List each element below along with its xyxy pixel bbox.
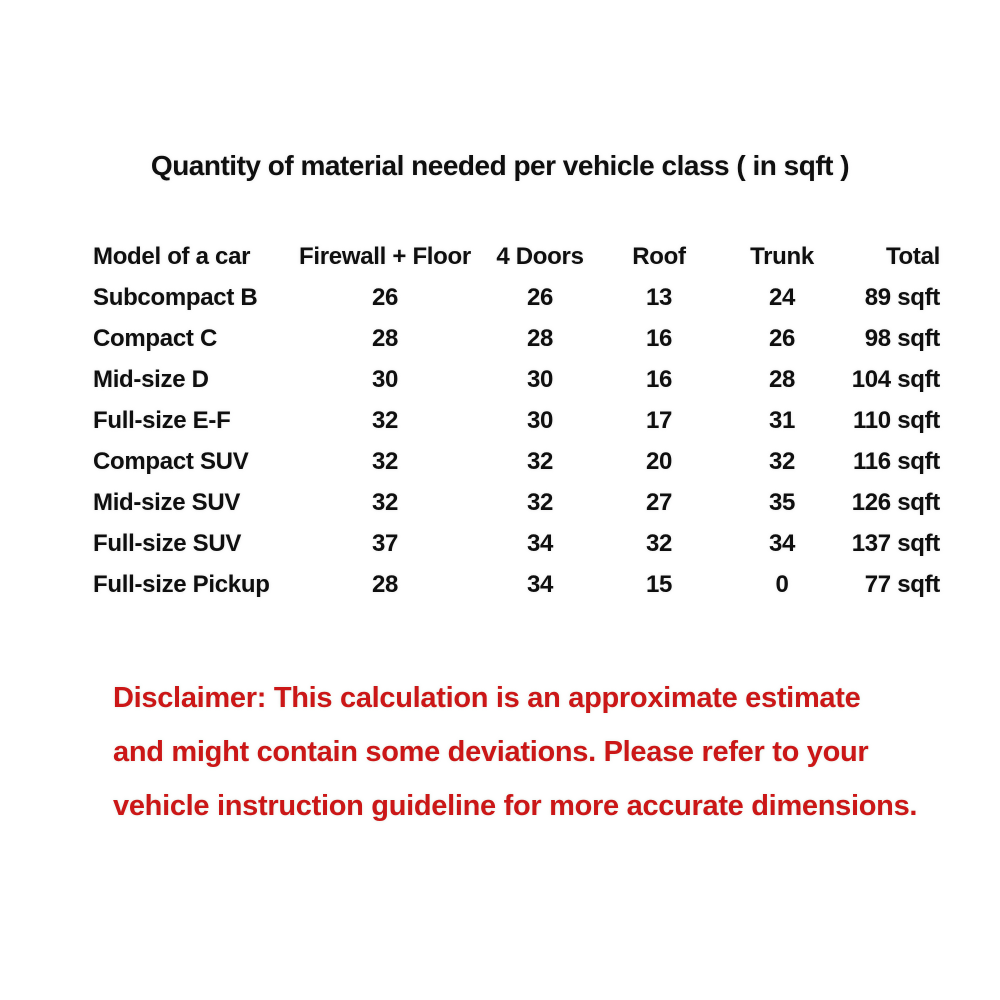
cell-4-doors: 34 (526, 570, 554, 598)
cell-roof: 13 (645, 283, 673, 311)
cell-firewall-floor: 32 (371, 406, 399, 434)
cell-trunk: 26 (768, 324, 796, 352)
cell-roof: 17 (645, 406, 673, 434)
cell-firewall-floor: 30 (371, 365, 399, 393)
table-row (93, 400, 940, 441)
column-header-firewall-floor: Firewall + Floor (299, 242, 471, 270)
cell-roof: 32 (645, 529, 673, 557)
cell-total: 77 sqft (864, 570, 940, 598)
cell-trunk: 35 (768, 488, 796, 516)
table-header-row (93, 236, 940, 277)
table-row (93, 277, 940, 318)
table-row (93, 523, 940, 564)
cell-total: 126 sqft (851, 488, 940, 516)
cell-model: Full-size E-F (93, 406, 231, 434)
cell-4-doors: 34 (526, 529, 554, 557)
column-header-trunk: Trunk (750, 242, 814, 270)
cell-trunk: 24 (768, 283, 796, 311)
cell-total: 137 sqft (851, 529, 940, 557)
cell-trunk: 0 (775, 570, 789, 598)
cell-total: 98 sqft (864, 324, 940, 352)
cell-roof: 16 (645, 365, 673, 393)
disclaimer-line: and might contain some deviations. Please refer to your (113, 736, 869, 768)
table-row (93, 359, 940, 400)
cell-model: Subcompact B (93, 283, 258, 311)
cell-roof: 16 (645, 324, 673, 352)
cell-roof: 27 (645, 488, 673, 516)
column-header-roof: Roof (632, 242, 686, 270)
cell-model: Compact C (93, 324, 217, 352)
cell-total: 116 sqft (853, 447, 940, 475)
table-row (93, 482, 940, 523)
column-header-total: Total (885, 242, 940, 270)
cell-4-doors: 28 (526, 324, 554, 352)
cell-trunk: 31 (768, 406, 796, 434)
cell-firewall-floor: 28 (371, 324, 399, 352)
cell-4-doors: 30 (526, 365, 554, 393)
disclaimer-line: vehicle instruction guideline for more accurate dimensions. (113, 790, 918, 822)
cell-total: 89 sqft (864, 283, 940, 311)
cell-trunk: 28 (768, 365, 796, 393)
cell-4-doors: 26 (526, 283, 554, 311)
material-table (93, 236, 940, 605)
cell-4-doors: 30 (526, 406, 554, 434)
cell-total: 104 sqft (851, 365, 940, 393)
cell-model: Full-size SUV (93, 529, 242, 557)
table-row (93, 441, 940, 482)
cell-roof: 20 (645, 447, 673, 475)
cell-firewall-floor: 26 (371, 283, 399, 311)
cell-trunk: 34 (768, 529, 796, 557)
cell-4-doors: 32 (526, 488, 554, 516)
disclaimer-text (113, 671, 1000, 833)
cell-trunk: 32 (768, 447, 796, 475)
cell-roof: 15 (645, 570, 673, 598)
cell-model: Mid-size SUV (93, 488, 241, 516)
cell-model: Mid-size D (93, 365, 209, 393)
disclaimer-line: Disclaimer: This calculation is an approximate estimate (113, 682, 861, 714)
cell-firewall-floor: 32 (371, 488, 399, 516)
column-header-model: Model of a car (93, 242, 251, 270)
cell-total: 110 sqft (853, 406, 940, 434)
page-title: Quantity of material needed per vehicle class ( in sqft ) (150, 150, 850, 181)
cell-model: Full-size Pickup (93, 570, 270, 598)
cell-firewall-floor: 32 (371, 447, 399, 475)
cell-firewall-floor: 37 (371, 529, 399, 557)
cell-model: Compact SUV (93, 447, 249, 475)
table-row (93, 564, 940, 605)
column-header-4-doors: 4 Doors (496, 242, 584, 270)
table-row (93, 318, 940, 359)
cell-4-doors: 32 (526, 447, 554, 475)
cell-firewall-floor: 28 (371, 570, 399, 598)
